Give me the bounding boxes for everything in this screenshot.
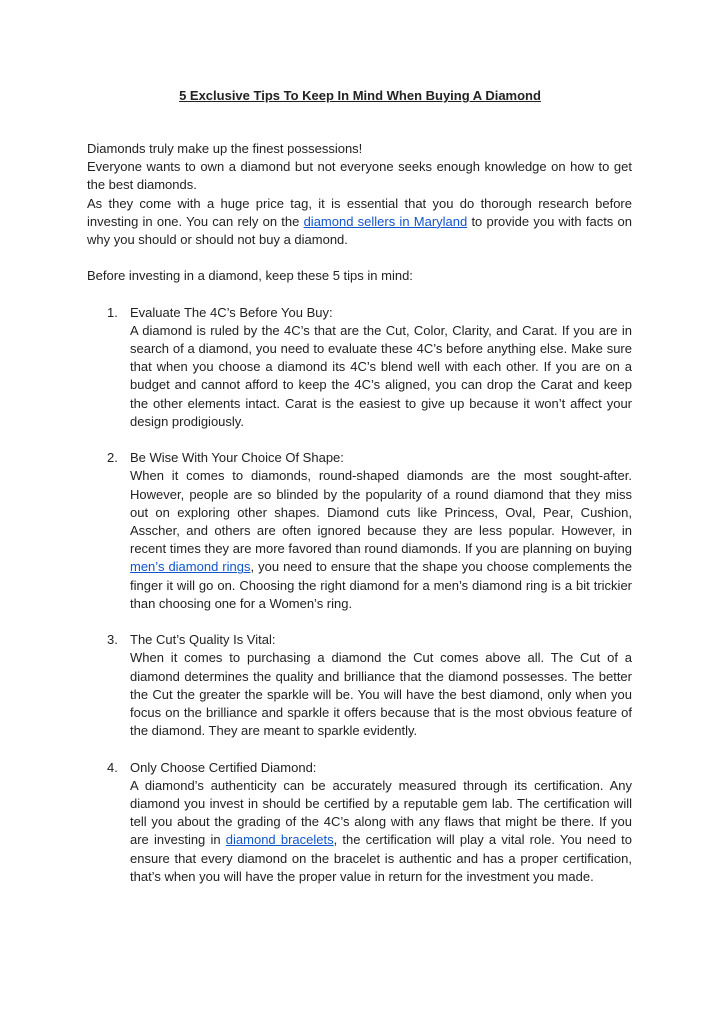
tip-text: A diamond is ruled by the 4C’s that are the Cut, Color, Clarity, and Carat. If you are in search of a diamond, you need to evaluate these 4C’s before anything else. Make sure that when you choose a diamond its 4C’s blend well with each other. If you are on a budget and cannot afford to keep the 4C’s aligned, you can drop the Carat and keep the other elements intact. Carat is the easiest to give up because it won’t affect your design prodigiously.	[130, 322, 632, 429]
list-item	[87, 449, 632, 613]
list-item	[87, 759, 632, 886]
tip-text	[130, 777, 632, 886]
tip-text-before-link: When it comes to diamonds, round-shaped diamonds are the most sought-after. However, people are so blinded by the popularity of a round diamond that they miss out on exploring other shapes. Diamond cuts like Princess, Oval, Pear, Cushion, Asscher, and others are often ignored because they are less popular. However, in recent times they are more favored than round diamonds. If you are planning on buying	[130, 468, 632, 557]
list-item	[87, 631, 632, 740]
tip-text-after-link: , you need to ensure that the shape you choose complements the finger it will go on. Choosing the right diamond for a men’s diamond ring is a bit trickier than choosing one for a Women’s ring.	[130, 559, 633, 611]
mens-diamond-rings-link[interactable]: men’s diamond rings	[130, 559, 251, 575]
list-number: 1.	[107, 304, 118, 320]
intro-line-1: Diamonds truly make up the finest possessions!	[87, 141, 363, 156]
tip-heading: Evaluate The 4C’s Before You Buy:	[130, 304, 333, 320]
list-number: 3.	[107, 632, 118, 648]
spacer	[87, 249, 632, 267]
tips-list	[87, 304, 632, 886]
intro-line-3	[87, 195, 632, 250]
tips-lead: Before investing in a diamond, keep these 5 tips in mind:	[87, 268, 413, 284]
intro-text-before-link: As they come with a huge price tag, it is essential that you do thorough research before investing in one. You can rely on the	[87, 195, 632, 229]
tip-heading: Be Wise With Your Choice Of Shape:	[130, 450, 344, 466]
tip-text-before-link: A diamond’s authenticity can be accurately measured through its certification. Any diamond you invest in should be certified by a reputable gem lab. The certification will tell you about the grading of the 4C’s along with any flaws that might be there. If you are investing in	[130, 777, 632, 848]
list-number: 2.	[107, 450, 118, 466]
tip-text-after-link: , the certification will play a vital role. You need to ensure that every diamond on the bracelet is authentic and has a proper certification, that’s when you will have the proper value in return for the investment you made.	[130, 832, 632, 884]
document-title: 5 Exclusive Tips To Keep In Mind When Buying A Diamond	[179, 88, 541, 103]
tip-text	[130, 467, 632, 613]
intro-line-2: Everyone wants to own a diamond but not everyone seeks enough knowledge on how to get the best diamonds.	[87, 159, 632, 193]
tip-heading: Only Choose Certified Diamond:	[130, 759, 317, 775]
diamond-sellers-link[interactable]: diamond sellers in Maryland	[303, 213, 468, 229]
intro-text-after-link: to provide you with facts on why you should or should not buy a diamond.	[87, 213, 632, 248]
tip-heading: The Cut’s Quality Is Vital:	[130, 632, 276, 648]
document-body	[87, 140, 632, 904]
tip-text: When it comes to purchasing a diamond the Cut comes above all. The Cut of a diamond determines the quality and brilliance that the diamond possesses. The better the Cut the greater the sparkle will be. You will have the best diamond, only when you focus on the brilliance and sparkle it offers because that is the most obvious feature of the diamond. They are meant to sparkle evidently.	[130, 650, 632, 739]
list-item	[87, 304, 632, 431]
list-number: 4.	[107, 759, 118, 775]
diamond-bracelets-link[interactable]: diamond bracelets	[225, 832, 334, 848]
